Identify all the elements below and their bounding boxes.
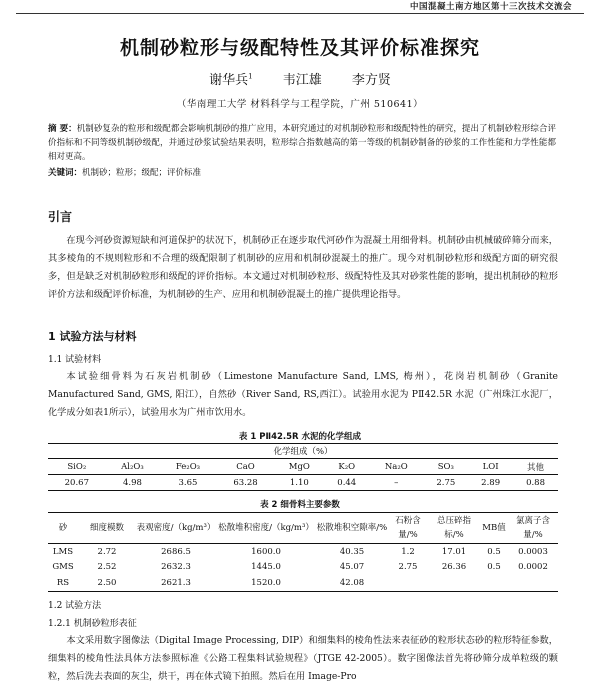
table2-caption: 表 2 细骨料主要参数	[260, 500, 340, 510]
table2-cell: 0.0003	[518, 546, 548, 557]
table1-cell: 2.89	[468, 475, 513, 491]
table1-caption: 表 1 PⅡ42.5R 水泥的化学组成	[238, 432, 362, 442]
table2-cell: 1445.0	[251, 562, 281, 573]
table1-cell: –	[369, 475, 423, 491]
subsection-heading: 1.2 试验方法	[48, 601, 102, 611]
table2-cell: 2.50	[78, 575, 136, 591]
table2-cell: 2632.3	[161, 562, 191, 573]
table1-value-row	[48, 475, 558, 491]
keywords-text: 机制砂；粒形；级配；评价标准	[82, 168, 202, 178]
header-rule	[16, 13, 584, 14]
method-paragraph: 本文采用数字图像法（Digital Image Processing, DIP）和细集料的棱角性法来表征砂的粒形状态砂的粒形特征参数，细集料的棱角性法具体方法参照标准《公路工程集料试验规程》（JTGE 42-2005）。数字图像法首先将砂筛分成单粒级的颗粒，然后洗去表面的灰尘，烘干，再在体式镜下拍照。然后在用 Image-Pro	[48, 635, 558, 682]
affiliation: （华南理工大学 材料科学与工程学院，广州 510641）	[176, 99, 424, 110]
abstract-text: 机制砂复杂的粒形和级配都会影响机制砂的推广应用，本研究通过的对机制砂粒形和级配特性的研究，提出了机制砂粒形综合评价指标和不同等级机制砂级配，并通过砂浆试验结果表明，粒形综合指数越高的第一等级的机制砂制备的砂浆的工作性能和力学性能都相对更高。	[48, 124, 556, 162]
table1-cell: 0.44	[324, 475, 369, 491]
table2-col-header: 细度模数	[78, 513, 136, 544]
table1-cell: 2.75	[423, 475, 468, 491]
table2-cell: RS	[48, 575, 78, 591]
intro-heading: 引言	[48, 210, 73, 224]
table1-col-header: 其他	[513, 459, 558, 475]
table2-cell	[388, 575, 428, 591]
table1-header-row	[48, 459, 558, 475]
intro-paragraph: 在现今河砂资源短缺和河道保护的状况下，机制砂正在逐步取代河砂作为混凝土用细骨料。机制砂由机械破碎筛分而来，其多棱角的不规则粒形和不合理的级配限制了机制砂的应用和机制砂混凝土的推广。现今对机制砂粒形和级配方面的研究很多，但是缺乏对机制砂粒形和级配的评价指标。本文通过对机制砂粒形、级配特性及其对砂浆性能的影响，提出机制砂的粒形评价方法和级配评价标准，为机制砂的生产、应用和机制砂混凝土的推广提供理论指导。	[48, 235, 558, 300]
table2-col-header: 氯离子含量/%	[508, 513, 558, 544]
author-list	[0, 69, 600, 88]
table2-cell: 0.0002	[518, 562, 548, 573]
table2-cell: 1600.0	[251, 546, 281, 557]
table1-col-header: SiO₂	[48, 459, 106, 475]
table1-col-header: K₂O	[324, 459, 369, 475]
paper-title: 机制砂粒形与级配特性及其评价标准探究	[119, 37, 480, 59]
table2-col-header: 砂	[48, 513, 78, 544]
table2-cell	[508, 575, 558, 591]
author: 李方贤	[351, 73, 391, 88]
table1-col-header: Fe₂O₃	[159, 459, 216, 475]
table2-col-header: 总压碎指标/%	[428, 513, 480, 544]
table2-cell: 0.5	[487, 562, 501, 573]
table2-cell: 26.36	[441, 562, 467, 573]
subsection-heading: 1.1 试验材料	[48, 355, 102, 365]
table-cement-composition	[48, 443, 558, 491]
section-heading: 1 试验方法与材料	[48, 330, 137, 343]
table2-cell	[428, 575, 480, 591]
author: 韦江雄	[282, 73, 322, 88]
table2-col-header: 石粉含量/%	[388, 513, 428, 544]
table2-row	[48, 560, 558, 576]
table2-cell: 1520.0	[216, 575, 316, 591]
table2-cell: 2.75	[398, 562, 418, 573]
materials-paragraph: 本试验细骨料为石灰岩机制砂（Limestone Manufacture Sand, LMS, 梅州），花岗岩机制砂（Granite Manufactured Sand, GMS, 阳江），自然砂（River Sand, RS,西江）。试验用水泥为 PⅡ42.5R 水泥（广州珠江水泥厂，化学成分如表1所示），试验用水为广州市饮用水。	[48, 371, 558, 418]
table2-cell: 45.07	[339, 562, 365, 573]
table-aggregate-parameters	[48, 512, 558, 592]
table2-col-header: MB值	[480, 513, 508, 544]
table2-col-header: 松散堆积空隙率/%	[316, 513, 388, 544]
table2-cell: 2.52	[97, 562, 117, 573]
table2-cell: 42.08	[316, 575, 388, 591]
table2-cell	[480, 575, 508, 591]
table2-cell: 17.01	[441, 546, 467, 557]
table1-col-header: SO₃	[423, 459, 468, 475]
table2-cell: 0.5	[487, 546, 501, 557]
table1-span-header: 化学组成（%）	[48, 444, 558, 459]
table2-header-row	[48, 513, 558, 544]
running-head: 中国混凝土南方地区第十三次技术交流会	[409, 2, 572, 12]
keywords-label: 关键词：	[48, 168, 83, 178]
table1-col-header: LOI	[468, 459, 513, 475]
table2-cell: 2621.3	[136, 575, 216, 591]
table1-col-header: CaO	[217, 459, 275, 475]
table2-cell: 2686.5	[161, 546, 191, 557]
author-footnote-mark: 1	[248, 72, 253, 81]
table2-cell: LMS	[52, 546, 74, 557]
table1-cell: 0.88	[513, 475, 558, 491]
table2-cell: 40.35	[339, 546, 365, 557]
author: 谢华兵$^1$	[209, 72, 253, 88]
table1-col-header: MgO	[274, 459, 324, 475]
subsubsection-heading: 1.2.1 机制砂粒形表征	[48, 619, 137, 629]
abstract-label: 摘 要：	[48, 124, 77, 134]
table1-cell: 63.28	[217, 475, 275, 491]
table2-cell: GMS	[52, 562, 74, 573]
table1-col-header: Na₂O	[369, 459, 423, 475]
table1-cell: 3.65	[159, 475, 216, 491]
table2-row	[48, 544, 558, 560]
table1-cell: 4.98	[106, 475, 160, 491]
table2-cell: 2.72	[97, 546, 117, 557]
table2-col-header: 松散堆积密度/（kg/m³）	[216, 513, 316, 544]
table2-cell: 1.2	[401, 546, 415, 557]
table2-col-header: 表观密度/（kg/m³）	[136, 513, 216, 544]
table2-row	[48, 575, 558, 591]
table1-col-header: Al₂O₃	[106, 459, 160, 475]
abstract	[48, 122, 556, 164]
table1-cell: 1.10	[274, 475, 324, 491]
table1-cell: 20.67	[48, 475, 106, 491]
keywords	[48, 166, 556, 178]
